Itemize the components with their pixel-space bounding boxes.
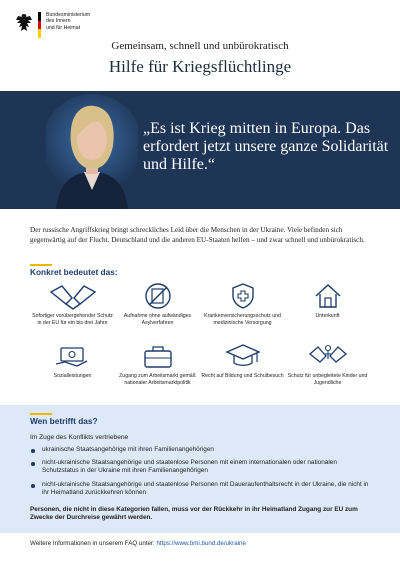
benefit-item [30,282,115,326]
benefit-label: Recht auf Bildung und Schulbesuch [201,373,284,379]
graduation-cap-icon [223,342,263,370]
heading-accent [30,264,52,266]
hero-quote: „Es ist Krieg mitten in Europa. Das erfordert jetzt unsere ganze Solidarität und Hilfe.“ [143,120,389,173]
ministry-logo [14,12,126,38]
list-item: nicht-ukrainische Staatsangehörige und staatenlose Personen mit Daueraufenthaltsrecht in der Ukraine, die nicht in ihr Heimatland zurückkehren können [30,481,370,498]
wen-intro: Im Zuge des Konflikts vertriebene [30,434,129,441]
transit-note: Personen, die nicht in diese Kategorien fallen, muss vor der Rückkehr in ihr Heimatland Zugang zur EU zum Zwecke der Durchreise gewährt werden. [30,506,358,522]
intro-text: Der russische Angriffskrieg bringt schreckliches Leid über die Menschen in der Ukraine. Viele befinden sich gegenwärtig auf der Flucht. Deutschland und die anderen EU-Staaten helfen – und zwar schnell und unbürokratisch. [30,226,365,244]
benefit-label: Krankenversicherungsschutz und medizinische Versorgung [204,313,281,326]
german-flag [38,12,41,38]
footer-text: Weitere Informationen in unserem FAQ unter: [30,540,155,547]
benefit-label: Sozialleistungen [53,373,92,379]
list-item: nicht-ukrainische Staatsangehörige und staatenlose Personen mit einem internationalen oder nationalen Schutzstatus in der Ukraine mit ihren Familienangehörigen [30,459,370,476]
benefit-item [285,342,370,386]
wen-heading: Wen betrifft das? [30,416,98,426]
benefit-item [200,342,285,380]
eagle-icon [14,12,34,34]
no-paperwork-icon [141,282,175,310]
heading-accent [30,413,52,415]
briefcase-icon [138,342,178,370]
faq-link[interactable]: https://www.bmi.bund.de/ukraine [156,540,246,547]
benefit-item [30,342,115,380]
page-title: Hilfe für Kriegsflüchtlinge [108,57,292,76]
page-subtitle: Gemeinsam, schnell und unbürokratisch [111,40,289,52]
benefit-label: Aufnahme ohne aufwändiges Asylverfahren [123,313,192,326]
ministry-name: Bundesministerium des Innern und für Heimat [46,12,91,31]
benefit-label: Zugang zum Arbeitsmarkt gemäß nationaler Arbeitsmarktpolitik [119,373,196,386]
footer [30,540,246,547]
benefit-item [115,342,200,386]
health-shield-icon [226,282,260,310]
konkret-heading: Konkret bedeutet das: [30,267,118,277]
hero-banner [0,91,400,209]
list-item: ukrainische Staatsangehörige mit ihren Familienangehörigen [30,446,370,454]
benefit-label: Schutz für unbegleitete Kinder und Jugendliche [287,373,368,386]
money-icon [53,342,93,370]
benefit-item [200,282,285,326]
benefit-label: Unterkunft [315,313,340,319]
benefit-label: Sofortiger vorübergehender Schutz in der EU für ein bis drei Jahre [32,313,113,326]
house-icon [311,282,345,310]
benefit-item [285,282,370,320]
child-protection-icon [306,342,350,370]
portrait-photo [46,91,138,209]
benefit-item [115,282,200,326]
hands-icon [48,282,98,310]
